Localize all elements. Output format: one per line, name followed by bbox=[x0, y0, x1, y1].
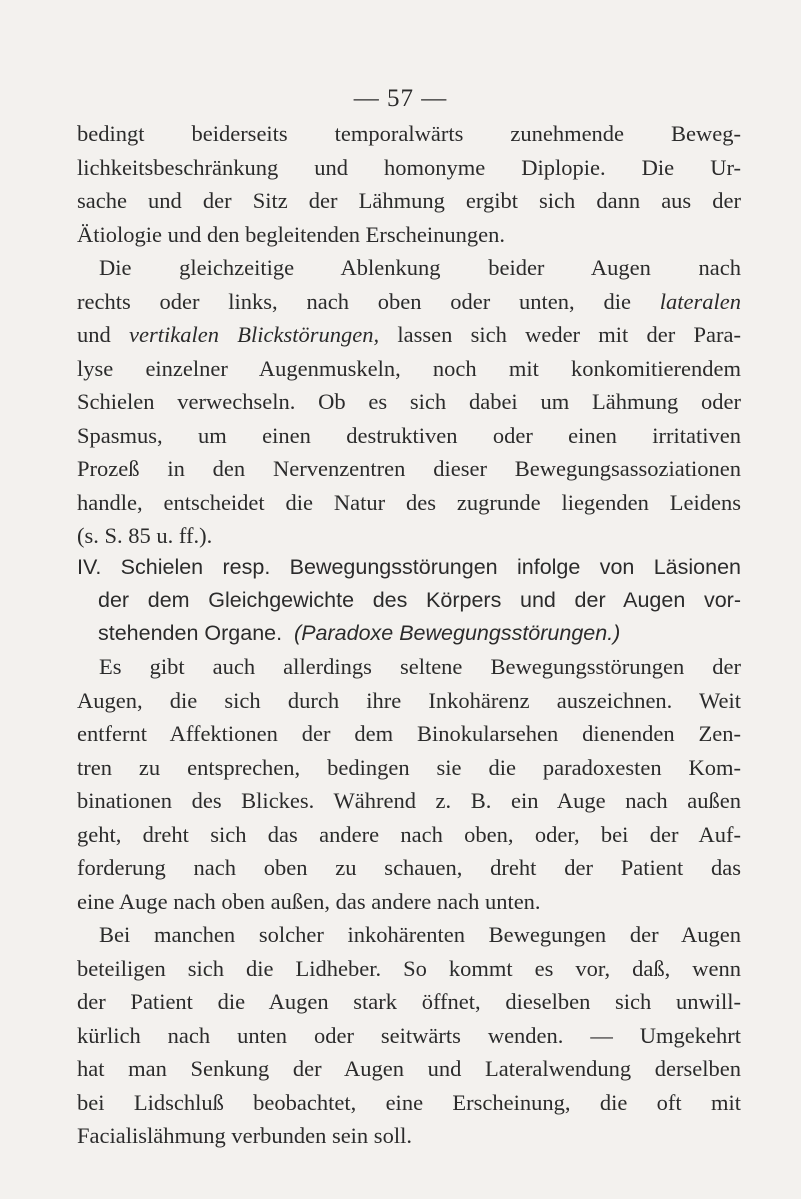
text-line: Prozeß in den Nervenzentren dieser Bewegungsassoziationen bbox=[77, 456, 741, 481]
paragraph-1 bbox=[77, 117, 741, 251]
text-line: beteiligen sich die Lidheber. So kommt es vor, daß, wenn bbox=[77, 955, 741, 981]
text-line: kürlich nach unten oder seitwärts wenden. — Umgekehrt bbox=[77, 1022, 741, 1048]
heading-line: der dem Gleichgewichte des Körpers und der Augen vor- bbox=[98, 588, 741, 612]
text-line: tren zu entsprechen, bedingen sie die paradoxesten Kom- bbox=[77, 754, 741, 780]
text-line: bei Lidschluß beobachtet, eine Erscheinung, die oft mit bbox=[77, 1089, 741, 1115]
page-number: — 57 — bbox=[353, 85, 448, 112]
text-line: forderung nach oben zu schauen, dreht der Patient das bbox=[77, 855, 741, 880]
paragraph-2 bbox=[77, 251, 741, 553]
paragraph-4 bbox=[77, 918, 741, 1153]
text-segment: lassen sich weder mit der Para- bbox=[397, 322, 742, 347]
heading-segment: stehenden Organe. bbox=[98, 621, 283, 645]
text-line: eine Auge nach oben außen, das andere nach unten. bbox=[77, 888, 541, 914]
text-line: (s. S. 85 u. ff.). bbox=[77, 523, 213, 548]
italic-term: lateralen bbox=[659, 288, 741, 314]
text-line: handle, entscheidet die Natur des zugrunde liegenden Leidens bbox=[77, 489, 741, 515]
text-segment: und bbox=[77, 322, 111, 347]
text-line: Es gibt auch allerdings seltene Bewegungsstörungen der bbox=[99, 654, 741, 679]
text-line: lyse einzelner Augenmuskeln, noch mit konkomitierendem bbox=[77, 355, 741, 381]
text-line: entfernt Affektionen der dem Binokularsehen dienenden Zen- bbox=[77, 721, 741, 746]
text-line: lichkeitsbeschränkung und homonyme Diplopie. Die Ur- bbox=[77, 154, 741, 180]
text-line bbox=[77, 318, 741, 352]
text-line: Spasmus, um einen destruktiven oder einen irritativen bbox=[77, 422, 741, 448]
text-line: geht, dreht sich das andere nach oben, oder, bei der Auf- bbox=[77, 821, 741, 847]
text-line: Die gleichzeitige Ablenkung beider Augen nach bbox=[99, 255, 741, 280]
text-line: Schielen verwechseln. Ob es sich dabei um Lähmung oder bbox=[77, 389, 741, 414]
text-line: binationen des Blickes. Während z. B. ein Auge nach außen bbox=[77, 788, 741, 813]
italic-term: vertikalen Blickstörungen, bbox=[129, 322, 380, 347]
text-line: Facialislähmung verbunden sein soll. bbox=[77, 1123, 412, 1148]
text-line: hat man Senkung der Augen und Lateralwendung derselben bbox=[77, 1056, 741, 1081]
text-line: bedingt beiderseits temporalwärts zunehmende Beweg- bbox=[77, 121, 741, 146]
text-line: Bei manchen solcher inkohärenten Bewegungen der Augen bbox=[99, 922, 741, 947]
heading-subtitle: (Paradoxe Bewegungsstörungen.) bbox=[294, 621, 621, 645]
text-line: sache und der Sitz der Lähmung ergibt sich dann aus der bbox=[77, 188, 741, 213]
heading-line: IV. Schielen resp. Bewegungsstörungen infolge von Läsionen bbox=[77, 555, 741, 579]
heading-line bbox=[77, 617, 741, 650]
text-line bbox=[77, 285, 741, 319]
text-line: Ätiologie und den begleitenden Erscheinungen. bbox=[77, 221, 506, 247]
section-heading bbox=[77, 551, 741, 650]
text-line: der Patient die Augen stark öffnet, dieselben sich unwill- bbox=[77, 989, 741, 1014]
paragraph-3 bbox=[77, 650, 741, 918]
text-line: Augen, die sich durch ihre Inkohärenz auszeichnen. Weit bbox=[77, 687, 741, 713]
text-segment: rechts oder links, nach oben oder unten, die bbox=[77, 288, 631, 314]
